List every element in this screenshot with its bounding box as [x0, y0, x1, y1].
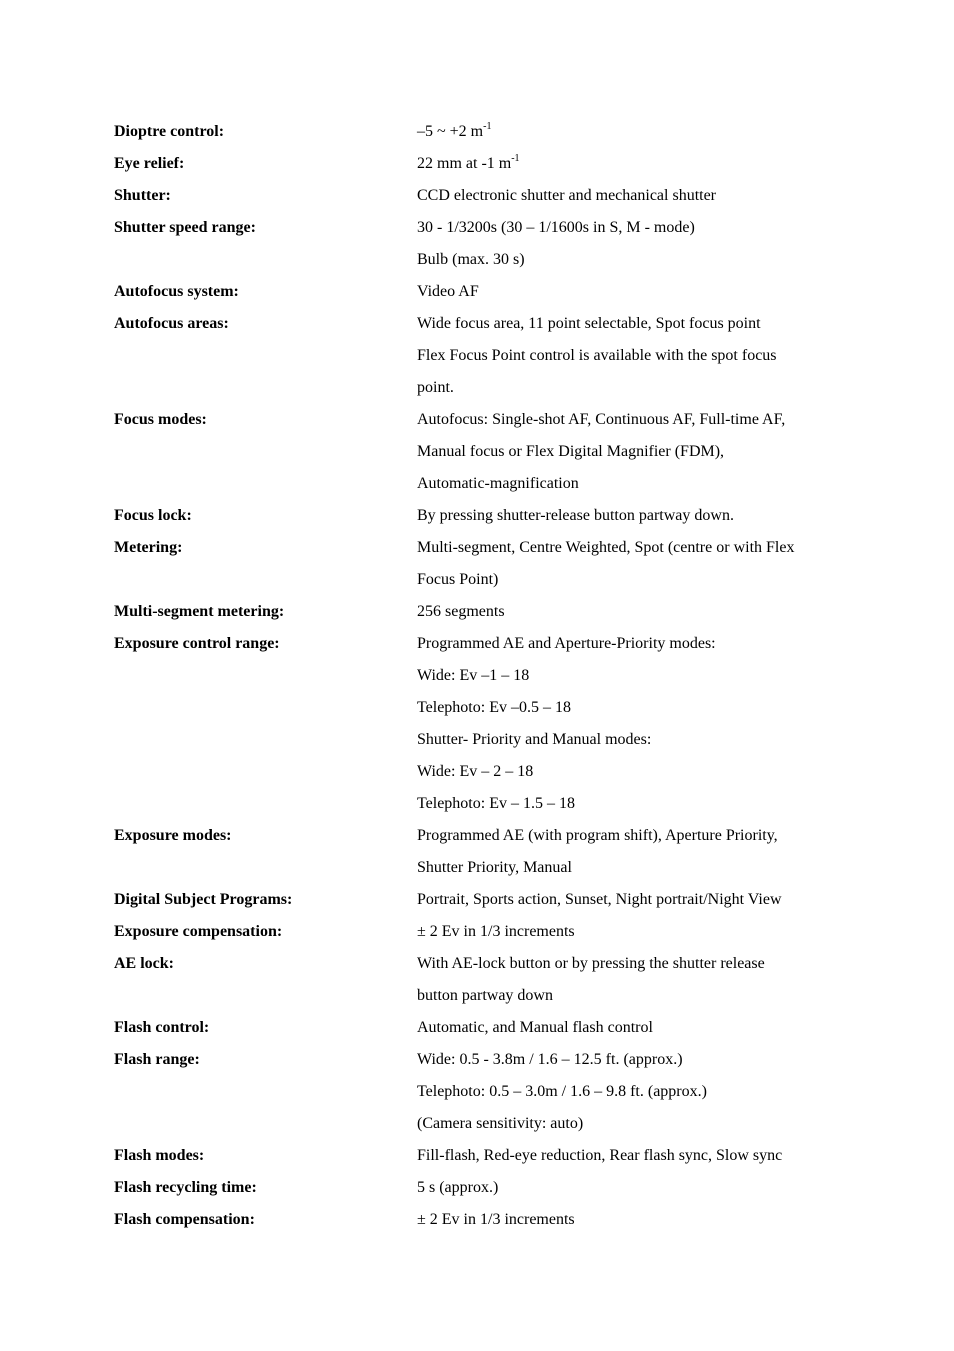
spec-value — [417, 1012, 844, 1044]
spec-value-text: Autofocus: Single-shot AF, Continuous AF, Full-time AF, — [417, 411, 786, 428]
spec-label: Focus modes: — [114, 411, 207, 428]
spec-row — [114, 1140, 844, 1172]
spec-value-line — [417, 852, 844, 884]
spec-value-text: Manual focus or Flex Digital Magnifier (FDM), — [417, 443, 725, 460]
spec-value — [417, 500, 844, 532]
spec-row — [114, 212, 844, 276]
spec-value-text: –5 ~ +2 m — [417, 123, 484, 140]
spec-value — [417, 276, 844, 308]
spec-value-text: Flex Focus Point control is available with the spot focus — [417, 347, 777, 364]
spec-value-line — [417, 1140, 844, 1172]
spec-label: AE lock: — [114, 955, 174, 972]
spec-value-line — [417, 1172, 844, 1204]
spec-value-text: Telephoto: Ev – 1.5 – 18 — [417, 795, 575, 812]
spec-label: Shutter: — [114, 187, 171, 204]
spec-value-text: Wide: 0.5 - 3.8m / 1.6 – 12.5 ft. (approx.) — [417, 1051, 683, 1068]
spec-value-text: ± 2 Ev in 1/3 increments — [417, 923, 575, 940]
spec-row — [114, 628, 844, 820]
specification-table — [114, 116, 844, 1236]
spec-value — [417, 116, 844, 148]
spec-value — [417, 148, 844, 180]
spec-row — [114, 308, 844, 404]
spec-value — [417, 1204, 844, 1236]
spec-value-text: Fill-flash, Red-eye reduction, Rear flash sync, Slow sync — [417, 1147, 783, 1164]
spec-value-text: 22 mm at -1 m — [417, 155, 512, 172]
spec-row — [114, 532, 844, 596]
spec-label: Eye relief: — [114, 155, 185, 172]
spec-value-line — [417, 884, 844, 916]
spec-row — [114, 884, 844, 916]
spec-value-line — [417, 916, 844, 948]
spec-value-line — [417, 564, 844, 596]
spec-value-line — [417, 660, 844, 692]
spec-label: Flash modes: — [114, 1147, 205, 1164]
spec-row — [114, 916, 844, 948]
spec-value-text: Wide focus area, 11 point selectable, Spot focus point — [417, 315, 761, 332]
spec-value-line — [417, 1044, 844, 1076]
spec-row — [114, 404, 844, 500]
spec-value-text: 30 - 1/3200s (30 – 1/1600s in S, M - mode) — [417, 219, 695, 236]
spec-value — [417, 948, 844, 1012]
spec-row — [114, 500, 844, 532]
spec-value-text: ± 2 Ev in 1/3 increments — [417, 1211, 575, 1228]
spec-value-line — [417, 212, 844, 244]
spec-value-text: CCD electronic shutter and mechanical shutter — [417, 187, 717, 204]
spec-value-text: Programmed AE (with program shift), Aperture Priority, — [417, 827, 778, 844]
spec-value-line — [417, 116, 844, 148]
spec-row — [114, 180, 844, 212]
spec-label: Multi-segment metering: — [114, 603, 285, 620]
spec-value-text: Wide: Ev –1 – 18 — [417, 667, 530, 684]
spec-label: Autofocus system: — [114, 283, 239, 300]
spec-value-line — [417, 436, 844, 468]
spec-value — [417, 532, 844, 596]
spec-value-text: Automatic-magnification — [417, 475, 579, 492]
spec-value — [417, 180, 844, 212]
spec-value-text: (Camera sensitivity: auto) — [417, 1115, 584, 1132]
spec-label: Focus lock: — [114, 507, 192, 524]
spec-value — [417, 820, 844, 884]
spec-value — [417, 1044, 844, 1140]
spec-row — [114, 148, 844, 180]
spec-value-text: With AE-lock button or by pressing the shutter release — [417, 955, 765, 972]
spec-value-line — [417, 948, 844, 980]
spec-value — [417, 916, 844, 948]
spec-value-line — [417, 340, 844, 372]
unit-exponent: -1 — [483, 120, 492, 132]
spec-value-line — [417, 500, 844, 532]
spec-row — [114, 596, 844, 628]
spec-value-line — [417, 1012, 844, 1044]
spec-row — [114, 276, 844, 308]
spec-value-line — [417, 244, 844, 276]
spec-value-text: Portrait, Sports action, Sunset, Night portrait/Night View — [417, 891, 782, 908]
spec-value-line — [417, 724, 844, 756]
spec-value-text: 256 segments — [417, 603, 505, 620]
spec-value-text: Focus Point) — [417, 571, 499, 588]
spec-value-line — [417, 276, 844, 308]
spec-value-line — [417, 372, 844, 404]
spec-value-text: button partway down — [417, 987, 553, 1004]
spec-label: Exposure control range: — [114, 635, 280, 652]
spec-value-text: Wide: Ev – 2 – 18 — [417, 763, 534, 780]
spec-value-line — [417, 1108, 844, 1140]
spec-label: Dioptre control: — [114, 123, 225, 140]
spec-value-line — [417, 308, 844, 340]
spec-value-line — [417, 404, 844, 436]
spec-label: Flash control: — [114, 1019, 210, 1036]
spec-label: Flash compensation: — [114, 1211, 255, 1228]
spec-value-text: Bulb (max. 30 s) — [417, 251, 525, 268]
spec-value-line — [417, 532, 844, 564]
spec-value-text: Shutter- Priority and Manual modes: — [417, 731, 652, 748]
spec-value-line — [417, 596, 844, 628]
spec-value-line — [417, 1076, 844, 1108]
spec-value-line — [417, 180, 844, 212]
spec-value — [417, 596, 844, 628]
spec-label: Metering: — [114, 539, 183, 556]
spec-value-text: Automatic, and Manual flash control — [417, 1019, 653, 1036]
spec-value-line — [417, 628, 844, 660]
spec-value-line — [417, 468, 844, 500]
spec-value-text: point. — [417, 379, 454, 396]
spec-value-line — [417, 756, 844, 788]
spec-value-line — [417, 148, 844, 180]
spec-value — [417, 628, 844, 820]
spec-value-text: Video AF — [417, 283, 479, 300]
spec-value-text: By pressing shutter-release button partway down. — [417, 507, 734, 524]
spec-label: Flash recycling time: — [114, 1179, 257, 1196]
spec-value — [417, 884, 844, 916]
spec-label: Exposure modes: — [114, 827, 232, 844]
spec-row — [114, 1012, 844, 1044]
spec-label: Autofocus areas: — [114, 315, 229, 332]
spec-value — [417, 308, 844, 404]
spec-label: Shutter speed range: — [114, 219, 256, 236]
spec-value — [417, 212, 844, 276]
spec-value — [417, 1140, 844, 1172]
spec-value-line — [417, 1204, 844, 1236]
spec-row — [114, 948, 844, 1012]
unit-exponent: -1 — [511, 152, 520, 164]
spec-value — [417, 404, 844, 500]
spec-value-text: Telephoto: 0.5 – 3.0m / 1.6 – 9.8 ft. (approx.) — [417, 1083, 707, 1100]
spec-value-text: Programmed AE and Aperture-Priority modes: — [417, 635, 716, 652]
spec-value-text: 5 s (approx.) — [417, 1179, 499, 1196]
spec-value — [417, 1172, 844, 1204]
spec-value-text: Telephoto: Ev –0.5 – 18 — [417, 699, 571, 716]
spec-label: Digital Subject Programs: — [114, 891, 293, 908]
spec-row — [114, 1172, 844, 1204]
spec-row — [114, 1204, 844, 1236]
spec-label: Flash range: — [114, 1051, 200, 1068]
spec-row — [114, 116, 844, 148]
spec-row — [114, 820, 844, 884]
spec-value-text: Shutter Priority, Manual — [417, 859, 572, 876]
spec-value-line — [417, 692, 844, 724]
spec-value-line — [417, 788, 844, 820]
spec-row — [114, 1044, 844, 1140]
spec-value-line — [417, 980, 844, 1012]
spec-label: Exposure compensation: — [114, 923, 283, 940]
spec-value-line — [417, 820, 844, 852]
spec-value-text: Multi-segment, Centre Weighted, Spot (centre or with Flex — [417, 539, 795, 556]
